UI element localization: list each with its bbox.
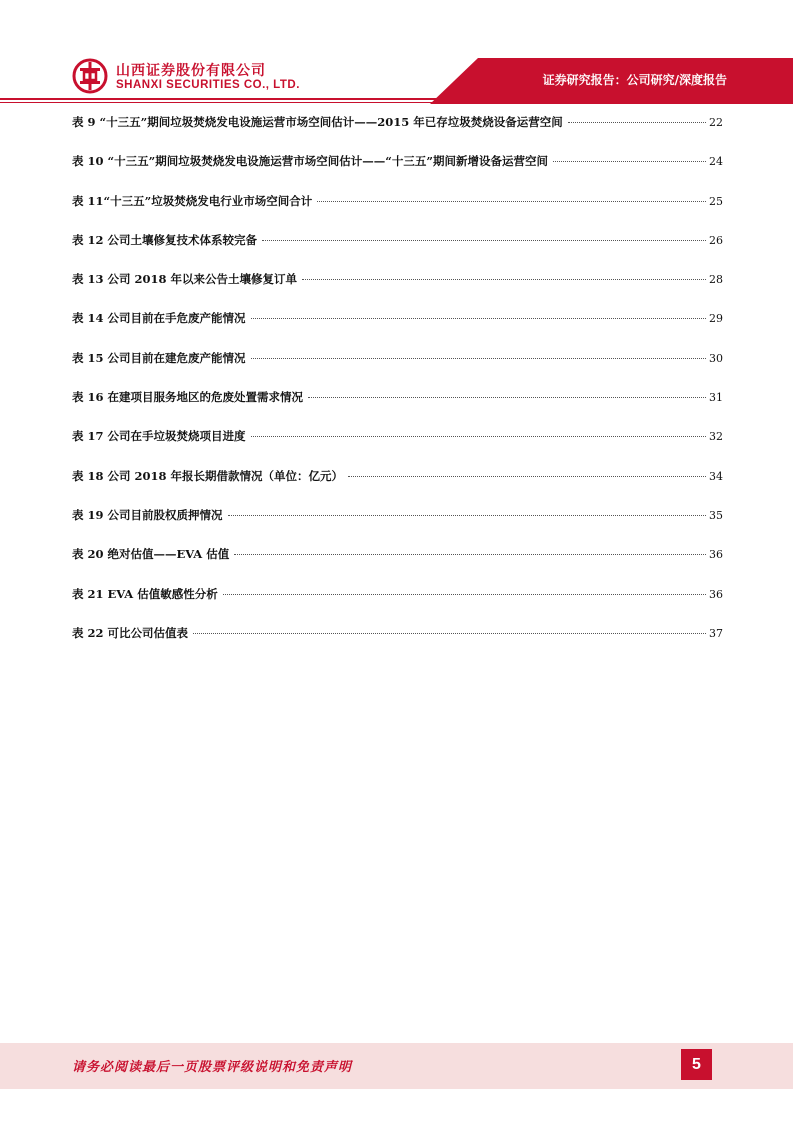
toc-entry-page: 28 (709, 273, 723, 287)
table-of-tables (72, 109, 723, 659)
toc-entry-label: 表 12 公司土壤修复技术体系较完备 (72, 232, 258, 247)
toc-entry-page: 36 (709, 548, 723, 562)
toc-entry-label: 表 14 公司目前在手危废产能情况 (72, 311, 246, 326)
toc-entry-label: 表 20 绝对估值——EVA 估值 (72, 547, 230, 562)
toc-entry[interactable] (72, 620, 723, 659)
toc-leader-dots (348, 476, 706, 477)
toc-leader-dots (553, 161, 706, 162)
toc-entry[interactable] (72, 266, 723, 305)
toc-leader-dots (251, 318, 706, 319)
toc-leader-dots (262, 240, 706, 241)
disclaimer-notice[interactable]: 请务必阅读最后一页股票评级说明和免责声明 (72, 1060, 353, 1075)
toc-entry-label: 表 16 在建项目服务地区的危废处置需求情况 (72, 390, 304, 405)
toc-leader-dots (228, 515, 706, 516)
toc-entry[interactable] (72, 305, 723, 344)
toc-entry-label: 表 17 公司在手垃圾焚烧项目进度 (72, 429, 246, 444)
toc-entry-page: 32 (709, 430, 723, 444)
page-number: 5 (681, 1049, 712, 1080)
toc-leader-dots (568, 122, 706, 123)
toc-entry[interactable] (72, 502, 723, 541)
toc-entry[interactable] (72, 463, 723, 502)
toc-entry[interactable] (72, 109, 723, 148)
toc-entry[interactable] (72, 188, 723, 227)
toc-entry-label: 表 9 “十三五”期间垃圾焚烧发电设施运营市场空间估计——2015 年已存垃圾焚烧设备运营空间 (72, 115, 563, 129)
toc-entry-label: 表 10 “十三五”期间垃圾焚烧发电设施运营市场空间估计——“十三五”期间新增设备运营空间 (72, 154, 548, 169)
toc-entry-page: 31 (709, 391, 723, 405)
toc-entry[interactable] (72, 384, 723, 423)
toc-entry-label: 表 21 EVA 估值敏感性分析 (72, 586, 218, 601)
toc-entry-label: 表 15 公司目前在建危废产能情况 (72, 350, 246, 365)
toc-entry-label: 表 13 公司 2018 年以来公告土壤修复订单 (72, 272, 298, 287)
toc-leader-dots (251, 358, 706, 359)
toc-entry-page: 22 (709, 116, 723, 129)
toc-entry[interactable] (72, 423, 723, 462)
toc-entry[interactable] (72, 227, 723, 266)
toc-leader-dots (234, 554, 706, 555)
toc-leader-dots (251, 436, 706, 437)
toc-entry-page: 30 (709, 351, 723, 365)
brand-name-en: SHANXI SECURITIES CO., LTD. (116, 79, 300, 91)
brand-name-cn: 山西证券股份有限公司 (116, 63, 266, 79)
toc-entry-page: 35 (709, 508, 723, 522)
toc-entry[interactable] (72, 541, 723, 580)
toc-entry-label: 表 18 公司 2018 年报长期借款情况（单位：亿元） (72, 468, 344, 483)
toc-entry-page: 29 (709, 312, 723, 326)
report-type-label: 证券研究报告：公司研究/深度报告 (542, 73, 727, 87)
toc-entry-page: 24 (709, 155, 723, 169)
toc-leader-dots (193, 633, 706, 634)
toc-leader-dots (308, 397, 706, 398)
toc-entry-page: 34 (709, 469, 723, 483)
toc-leader-dots (302, 279, 706, 280)
page-footer (0, 1043, 793, 1089)
page-header (0, 0, 793, 104)
toc-entry-page: 37 (709, 626, 723, 640)
toc-entry[interactable] (72, 148, 723, 187)
toc-entry-label: 表 11“十三五”垃圾焚烧发电行业市场空间合计 (72, 193, 313, 208)
toc-entry-page: 25 (709, 194, 723, 208)
toc-entry-label: 表 22 可比公司估值表 (72, 625, 189, 640)
toc-entry-label: 表 19 公司目前股权质押情况 (72, 507, 223, 522)
toc-entry[interactable] (72, 581, 723, 620)
toc-entry[interactable] (72, 345, 723, 384)
toc-entry-page: 26 (709, 233, 723, 247)
toc-leader-dots (223, 594, 706, 595)
toc-leader-dots (317, 201, 706, 202)
toc-entry-page: 36 (709, 587, 723, 601)
